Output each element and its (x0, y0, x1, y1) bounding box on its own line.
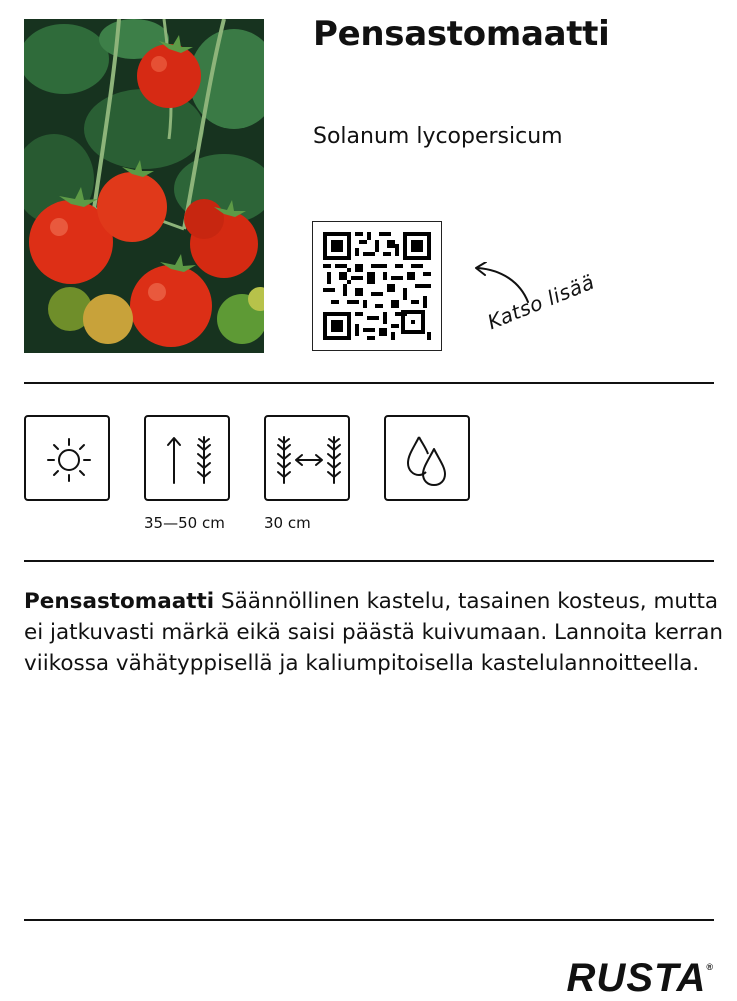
description-lead: Pensastomaatti (24, 589, 215, 614)
sun-icon (24, 415, 110, 501)
latin-name: Solanum lycopersicum (313, 124, 563, 149)
spacing-icon (264, 415, 350, 501)
divider (24, 560, 714, 562)
care-description (24, 586, 724, 679)
divider (24, 382, 714, 384)
qr-code[interactable] (312, 221, 442, 351)
spacing-label: 30 cm (264, 514, 311, 532)
product-title: Pensastomaatti (313, 14, 610, 54)
water-drops-icon (384, 415, 470, 501)
height-label: 35—50 cm (144, 514, 225, 532)
registered-mark: ® (706, 962, 714, 972)
height-icon (144, 415, 230, 501)
qr-caption: Katso lisää (484, 269, 598, 335)
divider (24, 919, 714, 921)
description-text: Säännöllinen kastelu, tasainen kosteus, mutta ei jatkuvasti märkä eikä saisi päästä kuivumaan. Lannoita kerran viikossa vähätyppisellä ja kaliumpitoisella kastelulannoitteella. (24, 589, 724, 676)
rusta-logo (567, 956, 714, 1001)
tomato-photo (24, 19, 264, 353)
logo-text: RUSTA (566, 956, 707, 1000)
